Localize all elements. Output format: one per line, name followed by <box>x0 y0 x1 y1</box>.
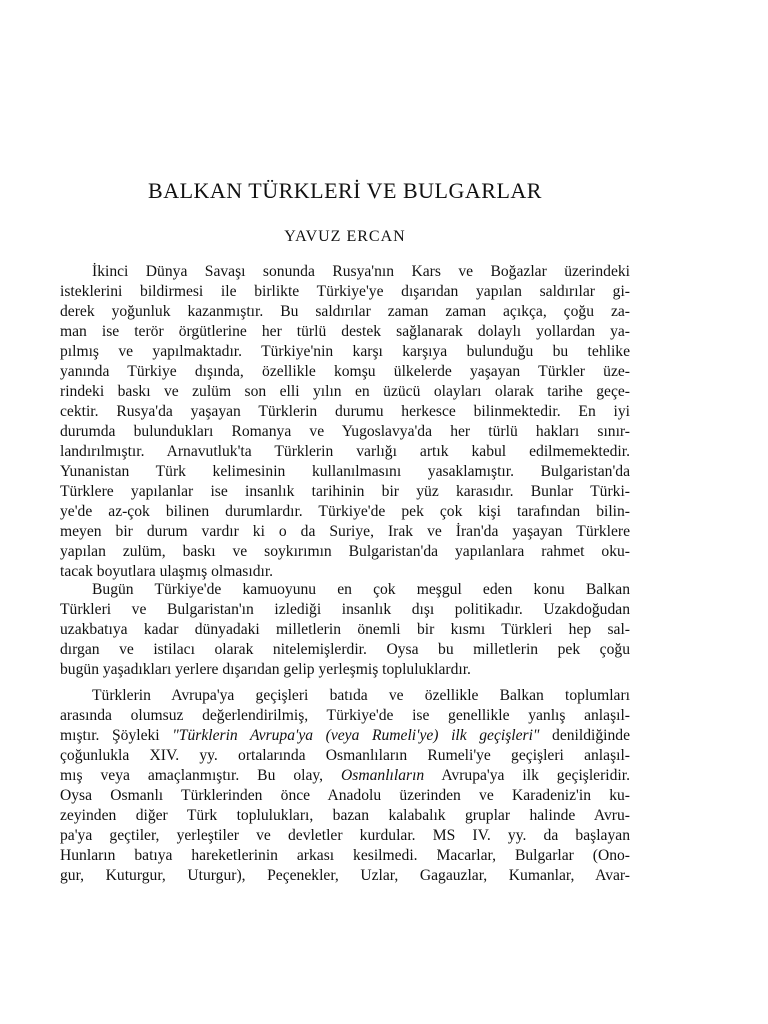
text-run: mış veya amaçlanmıştır. Bu olay, <box>60 767 324 784</box>
text-line: Oysa Osmanlı Türklerinden önce Anadolu üzerinden ve Karadeniz'in ku- <box>60 787 630 804</box>
text-line: rindeki baskı ve zulüm son elli yılın en üzücü olayları olarak tarihe geçe- <box>60 383 630 400</box>
text-run: denildiğinde <box>552 727 631 744</box>
text-run: mıştır. Şöyleki <box>60 727 160 744</box>
text-line: ye'de az-çok bilinen durumlardır. Türkiye'de pek çok kişi tarafından bilin- <box>60 503 630 520</box>
text-line: Bugün Türkiye'de kamuoyunu en çok meşgul eden konu Balkan <box>92 581 630 598</box>
text-line-mixed <box>60 726 630 746</box>
text-line: durumda bulundukları Romanya ve Yugoslavya'da her türlü hakları sınır- <box>60 423 630 440</box>
italic-term: Osmanlıların <box>341 767 425 784</box>
text-line: Türklere yapılanlar ise insanlık tarihinin bir yüz karasıdır. Bunlar Türki- <box>60 483 630 500</box>
author-name: YAVUZ ERCAN <box>284 228 406 245</box>
text-line: tacak boyutlara ulaşmış olmasıdır. <box>60 563 274 580</box>
document-title: BALKAN TÜRKLERİ VE BULGARLAR <box>148 178 542 203</box>
text-line: İkinci Dünya Savaşı sonunda Rusya'nın Kars ve Boğazlar üzerindeki <box>92 263 630 280</box>
text-run: Avrupa'ya ilk geçişleridir. <box>441 767 630 784</box>
text-line-mixed <box>60 766 630 786</box>
text-line: Hunların batıya hareketlerinin arkası kesilmedi. Macarlar, Bulgarlar (Ono- <box>60 847 630 864</box>
text-line: çoğunlukla XIV. yy. ortalarında Osmanlıların Rumeli'ye geçişleri anlaşıl- <box>60 747 630 764</box>
text-line: derek yoğunluk kazanmıştır. Bu saldırılar zaman zaman açıkça, çoğu za- <box>60 303 630 320</box>
text-line: Türkleri ve Bulgaristan'ın izlediği insanlık dışı politikadır. Uzakdoğudan <box>60 601 630 618</box>
text-line: uzakbatıya kadar dünyadaki milletlerin önemli bir kısmı Türkleri hep sal- <box>60 621 630 638</box>
text-line: meyen bir durum vardır ki o da Suriye, Irak ve İran'da yaşayan Türklere <box>60 523 630 540</box>
text-line: bugün yaşadıkları yerlere dışarıdan gelip yerleşmiş topluluklardır. <box>60 661 471 678</box>
text-line: man ise terör örgütlerine her türlü destek sağlanarak dolaylı yollardan ya- <box>60 323 630 340</box>
text-line: Türklerin Avrupa'ya geçişleri batıda ve özellikle Balkan toplumları <box>92 687 630 704</box>
text-line: yapılan zulüm, baskı ve soykırımın Bulgaristan'da yapılanlara rahmet oku- <box>60 543 630 560</box>
text-line: isteklerini bildirmesi ile birlikte Türkiye'ye dışarıdan yapılan saldırılar gi- <box>60 283 630 300</box>
text-line: pılmış ve yapılmaktadır. Türkiye'nin karşı karşıya bulunduğu bu tehlike <box>60 343 630 360</box>
text-line: dırgan ve istilacı olarak nitelemişlerdir. Oysa bu milletlerin pek çoğu <box>60 641 630 658</box>
text-line: pa'ya geçtiler, yerleştiler ve devletler kurdular. MS IV. yy. da başlayan <box>60 827 630 844</box>
text-line: yanında Türkiye dışında, özellikle komşu ülkelerde yaşayan Türkler üze- <box>60 363 630 380</box>
text-line: landırılmıştır. Arnavutluk'ta Türklerin varlığı artık kabul edilmemektedir. <box>60 443 630 460</box>
text-line: Yunanistan Türk kelimesinin kullanılmasını yasaklamıştır. Bulgaristan'da <box>60 463 630 480</box>
text-line: zeyinden diğer Türk toplulukları, bazan kalabalık gruplar halinde Avru- <box>60 807 630 824</box>
italic-quote: "Türklerin Avrupa'ya (veya Rumeli'ye) ilk geçişleri" <box>172 727 540 744</box>
text-line: cektir. Rusya'da yaşayan Türklerin durumu herkesce bilinmektedir. En iyi <box>60 403 630 420</box>
text-line: gur, Kuturgur, Uturgur), Peçenekler, Uzlar, Gagauzlar, Kumanlar, Avar- <box>60 867 630 884</box>
text-line: arasında olumsuz değerlendirilmiş, Türkiye'de ise genellikle yanlış anlaşıl- <box>60 707 630 724</box>
